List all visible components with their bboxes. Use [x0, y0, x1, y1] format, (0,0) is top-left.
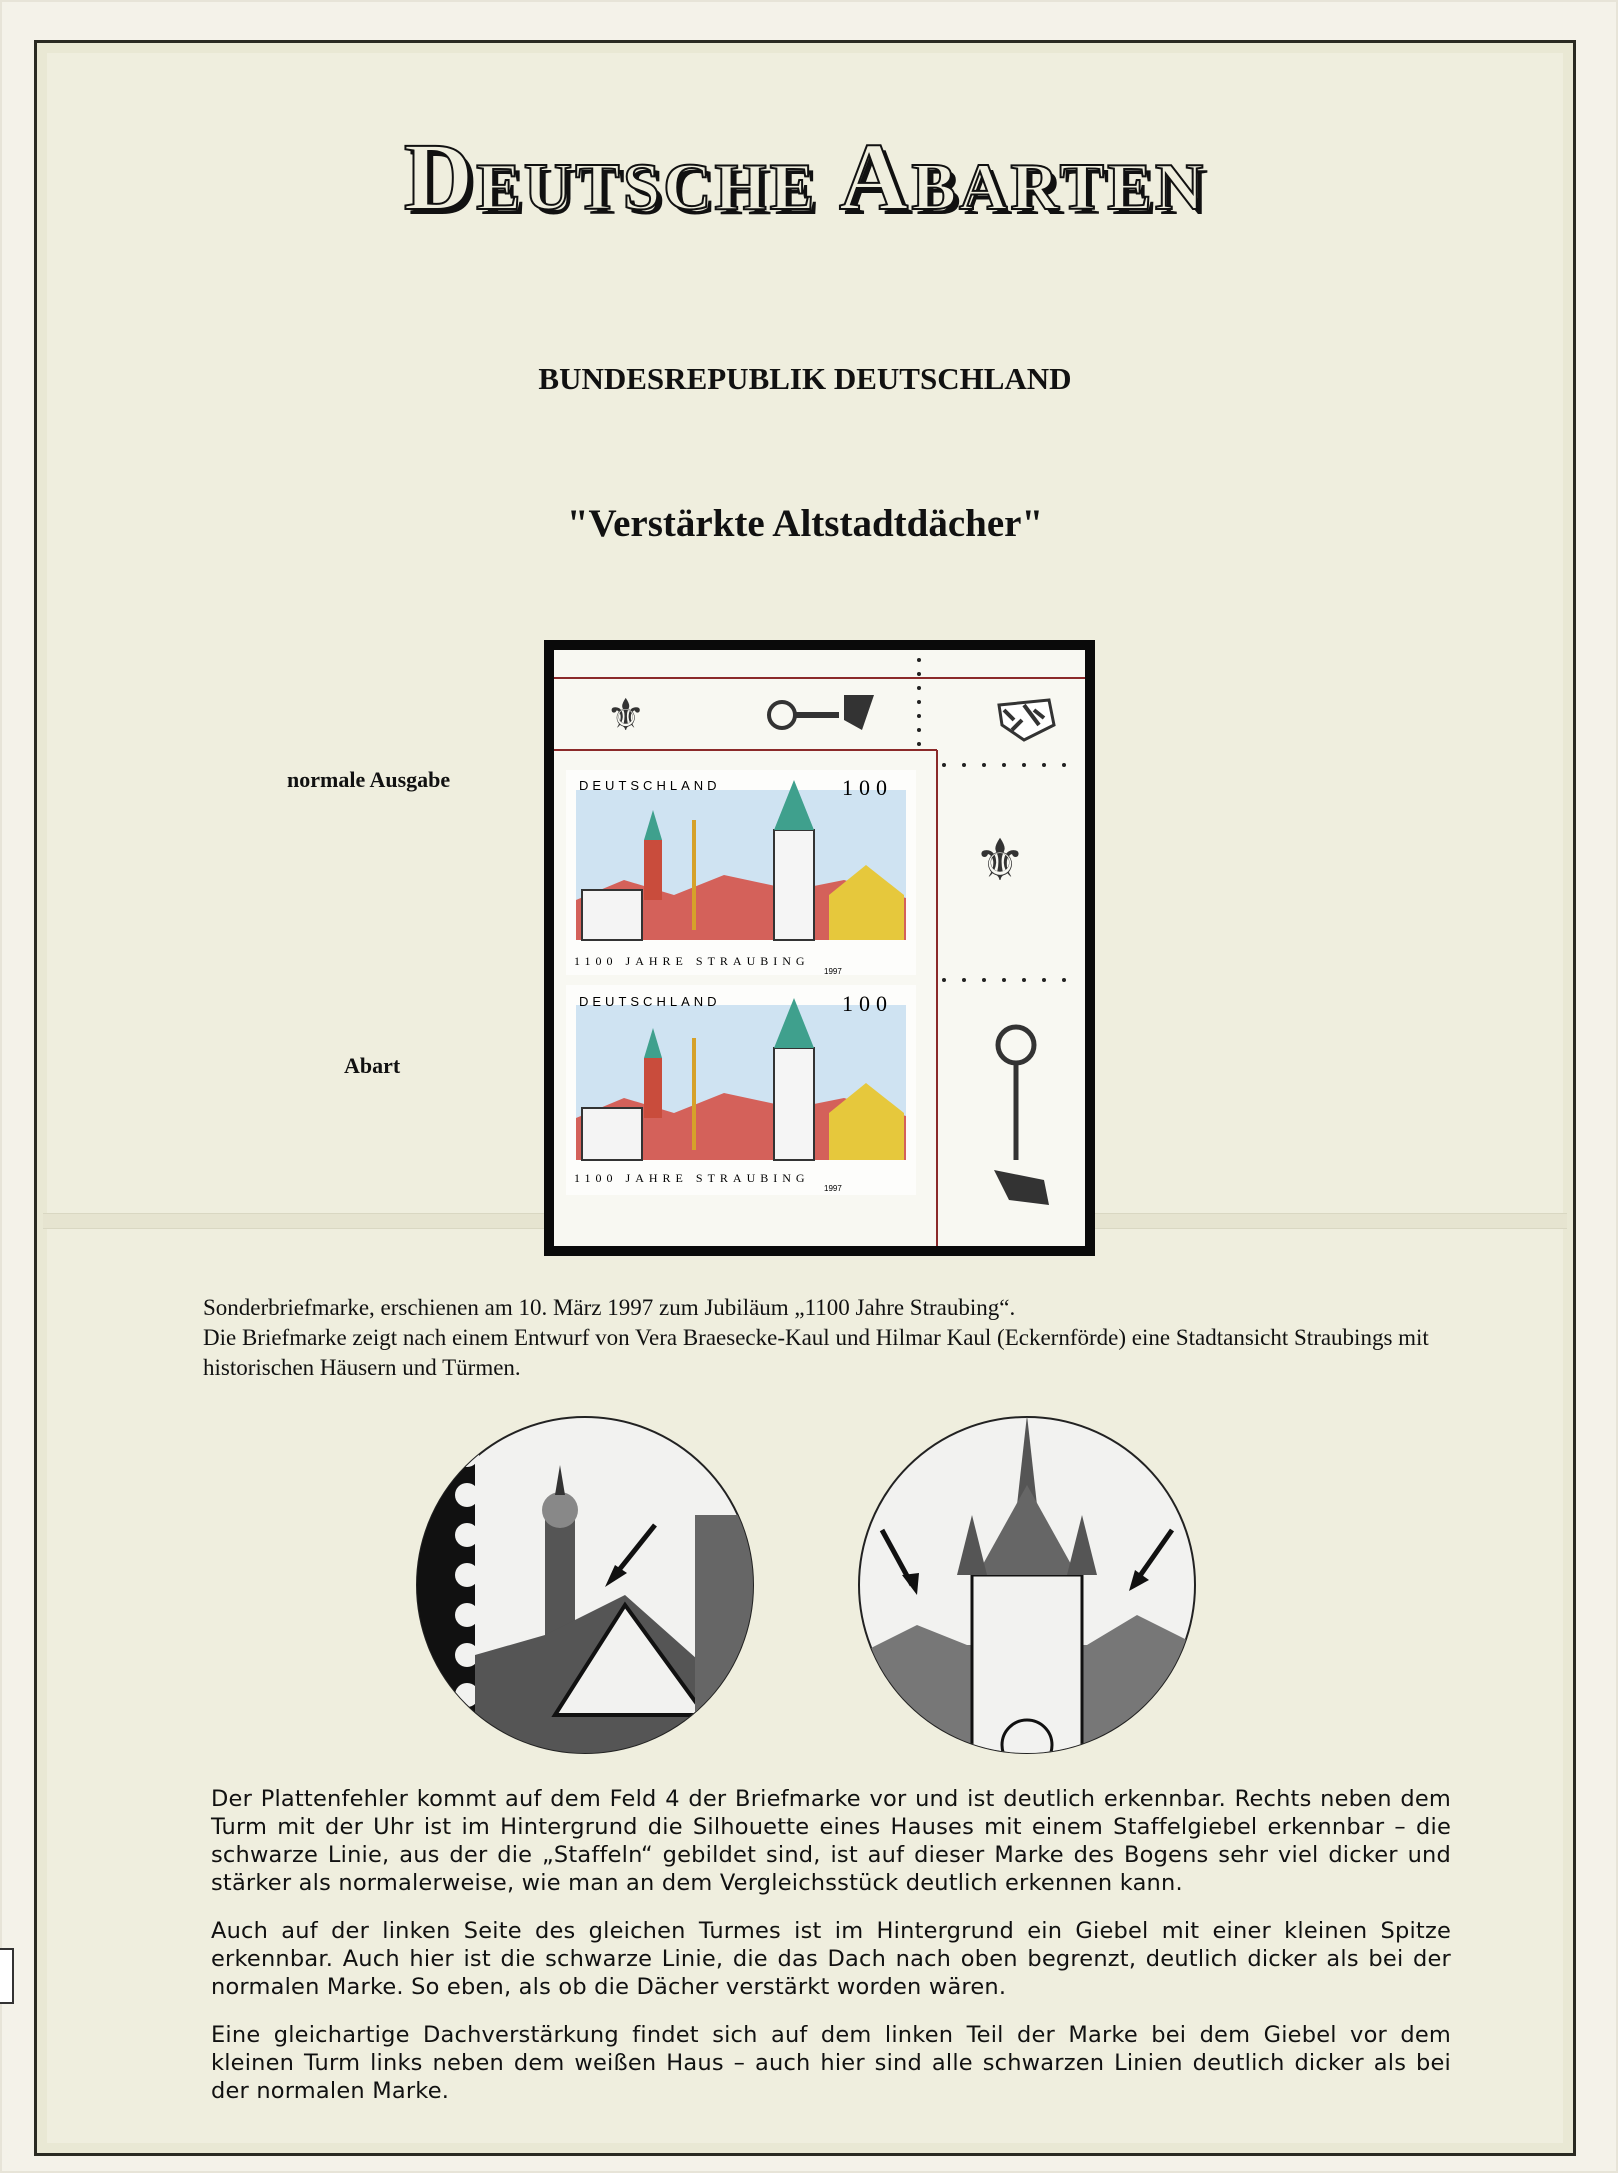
label-normal-issue: normale Ausgabe: [287, 767, 451, 792]
album-edge-tab: [0, 1948, 14, 2004]
stamp-upper-value: 100: [842, 775, 893, 800]
detail-magnifier-left: [415, 1415, 755, 1755]
stamp-lower-value: 100: [842, 991, 893, 1016]
label-variety: Abart: [344, 1053, 401, 1078]
explanation-paragraph-2: Auch auf der linken Seite des gleichen Turmes ist im Hintergrund ein Giebel mit einer kleinen Spitze erkennbar. Auch hier ist die schwarze Linie, die das Dach nach oben begrenzt, deutlich dicker als bei der normalen Marke. So eben, als ob die Dächer verstärkt worden wären.: [211, 1918, 1451, 2000]
stamp-upper-country: DEUTSCHLAND: [579, 778, 721, 793]
stamp-lower-country: DEUTSCHLAND: [579, 994, 721, 1009]
explanation-paragraph-1: Der Plattenfehler kommt auf dem Feld 4 der Briefmarke vor und ist deutlich erkennbar. Rechts neben dem Turm mit der Uhr ist im Hintergrund die Silhouette eines Hauses mit einem Staffelgiebel erkennbar – die schwarze Linie, aus der die „Staffeln“ gebildet sind, ist auf dieser Marke des Bogens sehr viel dicker und stärker als normalerweise, wie man an dem Vergleichsstück deutlich erkennen kann.: [211, 1786, 1451, 1896]
stamp-upper-caption: 1100 JAHRE STRAUBING: [574, 954, 810, 968]
variety-heading: "Verstärkte Altstadtdächer": [566, 502, 1044, 545]
issue-description: [203, 1293, 1453, 1383]
stamp-mount: [544, 640, 1095, 1256]
stamp-pair-illustration: [544, 640, 1095, 1256]
detail-magnifier-right: [857, 1415, 1197, 1755]
album-page: [34, 40, 1576, 2156]
description-line-2: Die Briefmarke zeigt nach einem Entwurf von Vera Braesecke-Kaul und Hilmar Kaul (Eckernförde) eine Stadtansicht Straubings mit historischen Häusern und Türmen.: [203, 1325, 1429, 1380]
explanation-paragraph-3: Eine gleichartige Dachverstärkung findet sich auf dem linken Teil der Marke bei dem Giebel vor dem kleinen Turm links neben dem weißen Haus – auch hier sind alle schwarzen Linien deutlich dicker als bei der normalen Marke.: [211, 2022, 1451, 2104]
variety-explanation: [211, 1785, 1451, 2125]
country-heading: BUNDESREPUBLIK DEUTSCHLAND: [538, 361, 1072, 396]
stamp-lower-caption: 1100 JAHRE STRAUBING: [574, 1171, 810, 1185]
description-line-1: Sonderbriefmarke, erschienen am 10. März 1997 zum Jubiläum „1100 Jahre Straubing“.: [203, 1295, 1016, 1320]
svg-text:⚜: ⚜: [974, 826, 1026, 894]
stamp-upper-year: 1997: [824, 967, 842, 976]
stamp-lower-year: 1997: [824, 1184, 842, 1193]
page-title: Deutsche Abarten: [403, 123, 1207, 230]
svg-text:⚜: ⚜: [606, 690, 646, 741]
